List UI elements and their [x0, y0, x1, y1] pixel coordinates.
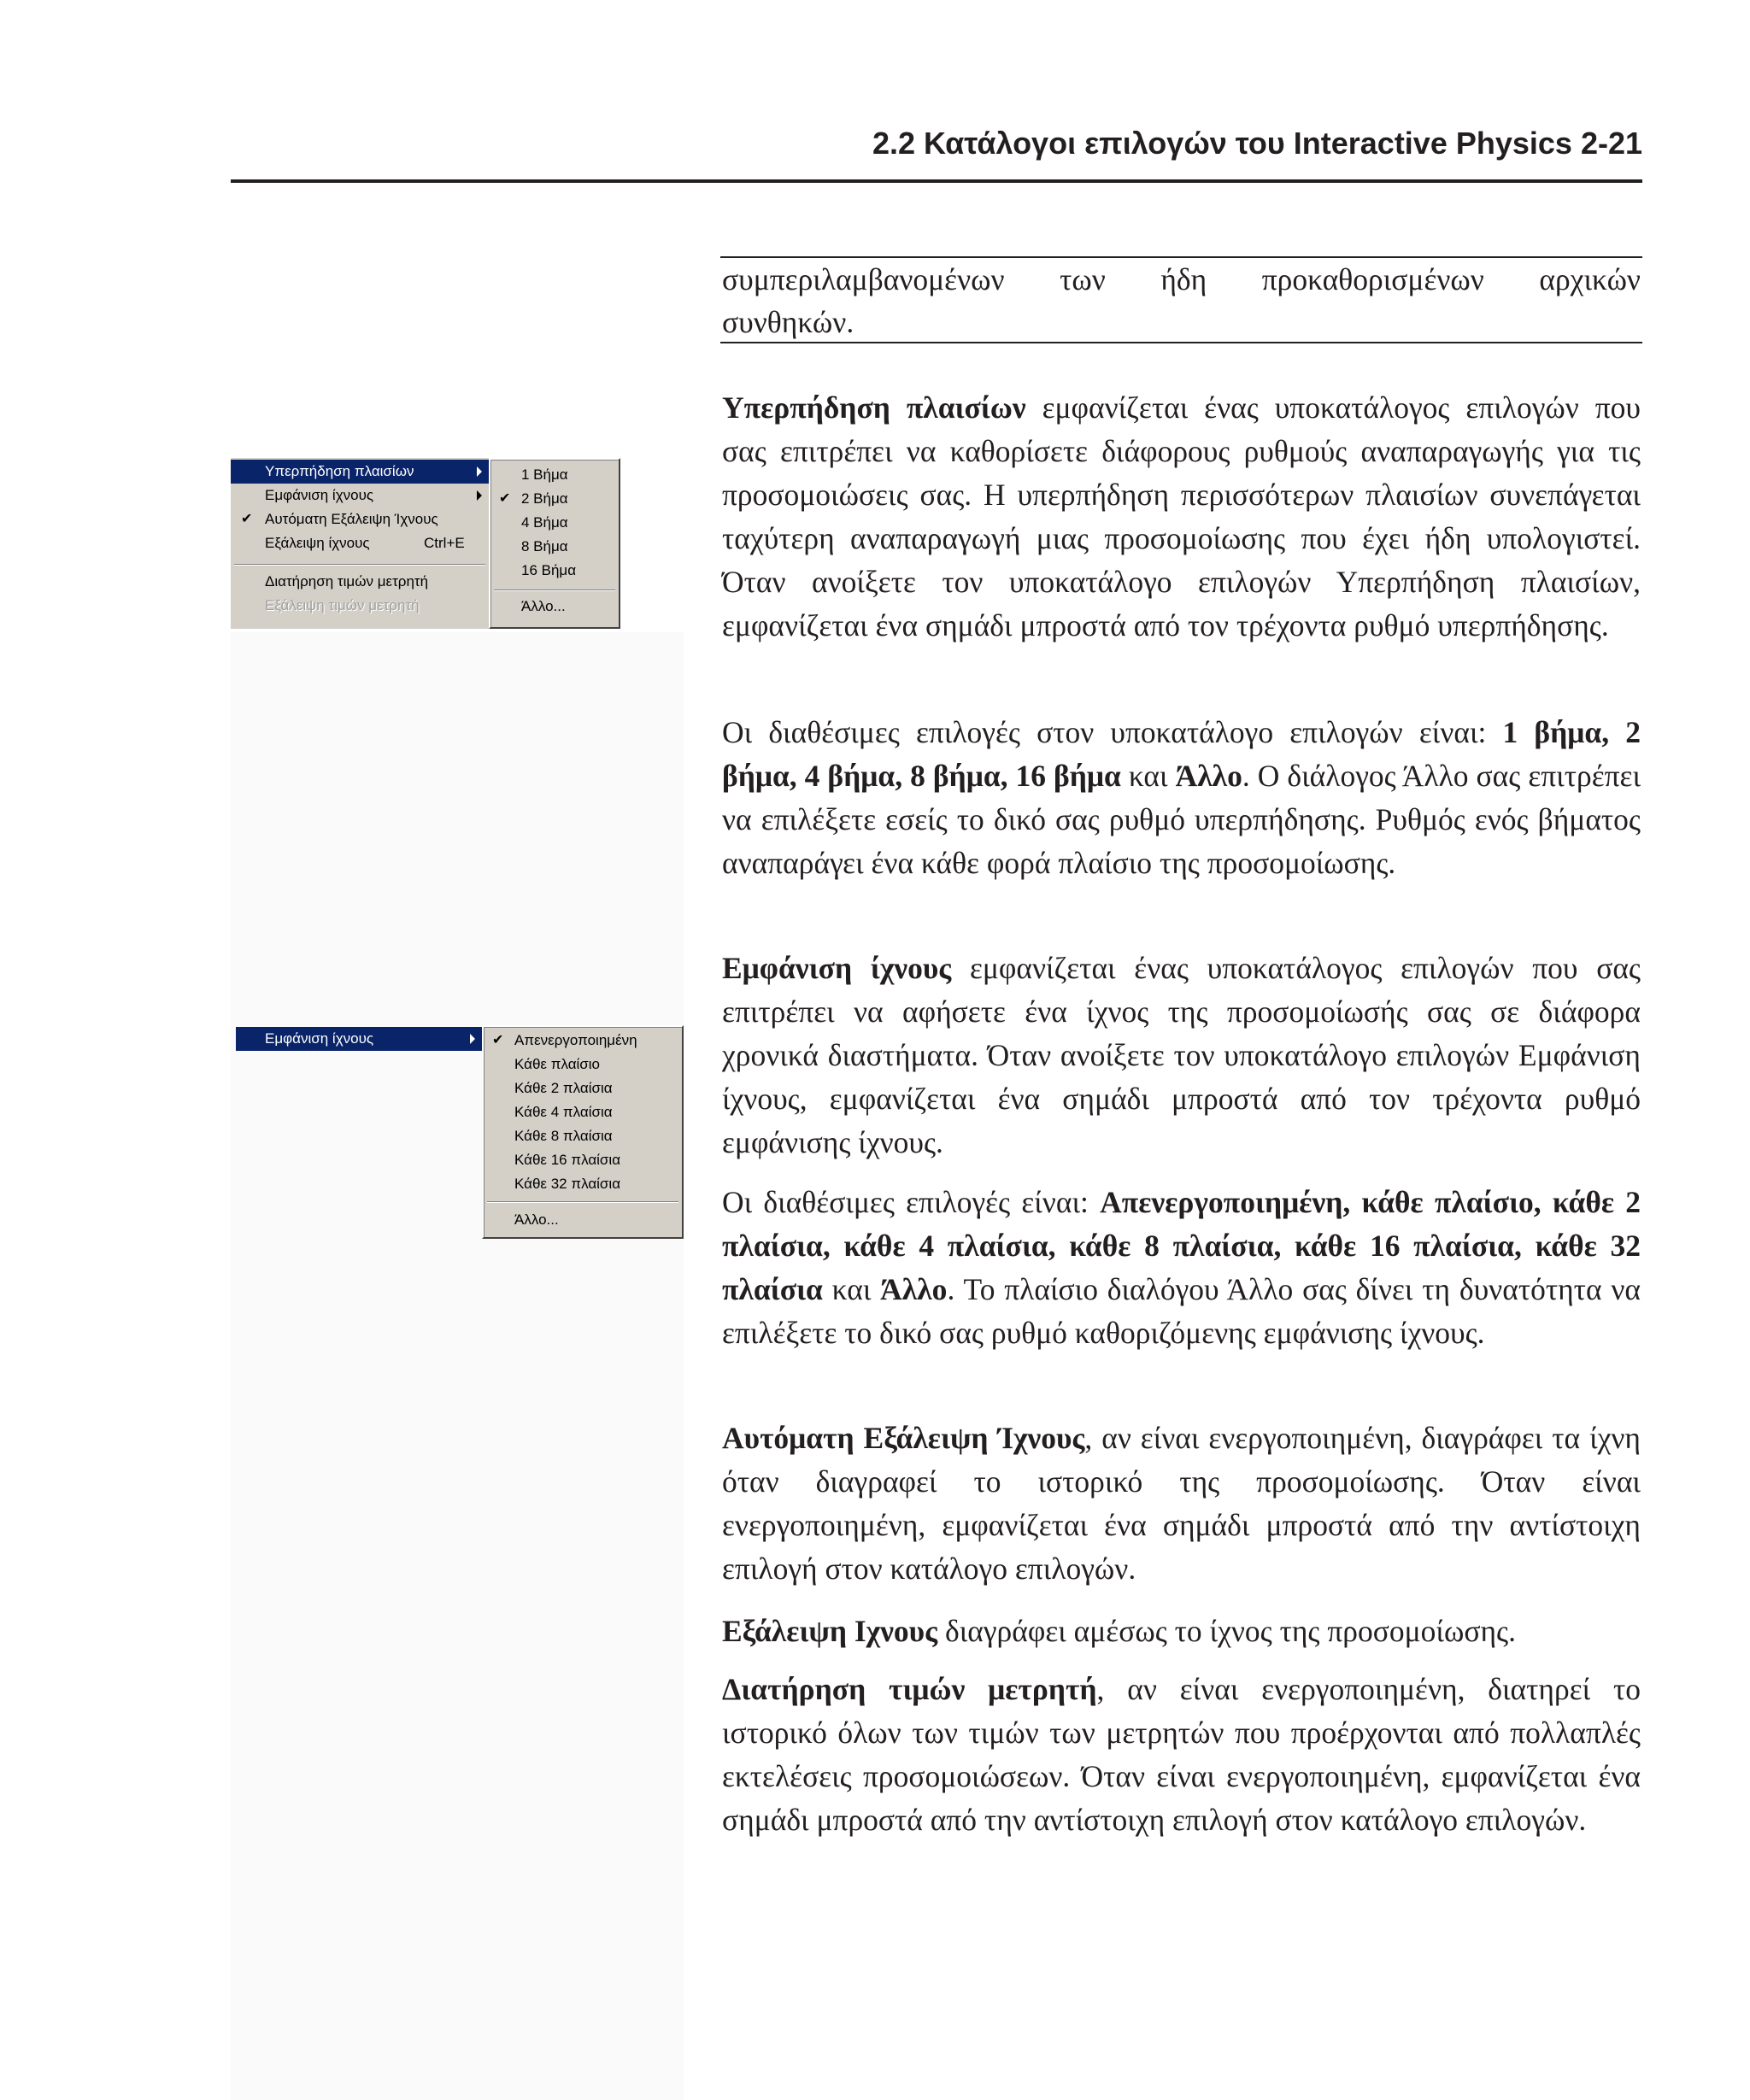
submenu-item-every-32-frames[interactable]	[484, 1172, 682, 1196]
menu-item-label: Εμφάνιση ίχνους	[265, 487, 374, 503]
submenu-item-label: 2 Βήμα	[521, 490, 568, 507]
submenu-item-label: Κάθε 4 πλαίσια	[514, 1104, 613, 1120]
submenu-item-every-2-frames[interactable]	[484, 1076, 682, 1100]
submenu-item-label: 1 Βήμα	[521, 466, 568, 483]
check-icon: ✔	[492, 1033, 504, 1047]
intro-text	[722, 258, 1641, 343]
frame-skip-submenu	[489, 458, 620, 629]
submenu-item-label: Κάθε 16 πλαίσια	[514, 1152, 621, 1168]
paragraph-frame-skip	[722, 386, 1641, 648]
submenu-item-every-4-frames[interactable]	[484, 1100, 682, 1124]
submenu-item-2-step[interactable]	[490, 487, 619, 511]
menu-item-show-trace[interactable]	[236, 1027, 482, 1051]
term-show-trace: Εμφάνιση ίχνους	[722, 951, 952, 985]
options-list: Απενεργοποιημένη, κάθε πλαίσιο, κάθε 2 πλαίσια, κάθε 4 πλαίσια, κάθε 8 πλαίσια, κάθε 16 πλαίσια, κάθε 32 πλαίσια	[722, 1185, 1641, 1306]
submenu-item-label: 8 Βήμα	[521, 538, 568, 554]
submenu-item-other[interactable]	[490, 595, 619, 619]
paragraph-text: Οι διαθέσιμες επιλογές στον υποκατάλογο επιλογών είναι:	[722, 715, 1503, 749]
paragraph-text: εμφανίζεται ένας υποκατάλογος επιλογών που σας επιτρέπει να καθορίσετε διάφορους ρυθμούς αναπαραγωγής για τις προσομοιώσεις σας. Η υπερπήδηση περισσότερων πλαισίων συνεπάγεται ταχύτερη αναπαραγωγή μιας προσομοίωσης που έχει ήδη υπολογιστεί. Όταν ανοίξετε τον υποκατάλογο επιλογών Υπερπήδηση πλαισίων, εμφανίζεται ένα σημάδι μπροστά από τον τρέχοντα ρυθμό υπερπήδησης.	[722, 390, 1641, 642]
paragraph-text: , αν είναι ενεργοποιημένη, διατηρεί το ιστορικό όλων των τιμών των μετρητών που προέρχονται από πολλαπλές εκτελέσεις προσομοιώσεων. Όταν είναι ενεργοποιημένη, εμφανίζεται ένα σημάδι μπροστά από την αντίστοιχη επιλογή στον κατάλογο επιλογών.	[722, 1672, 1641, 1837]
submenu-arrow-icon	[477, 490, 482, 501]
submenu-item-label: 4 Βήμα	[521, 514, 568, 531]
paragraph-keep-meter-values	[722, 1668, 1641, 1842]
header-rule	[231, 179, 1642, 183]
intro-line-1: συμπεριλαμβανομένων των ήδη προκαθορισμένων αρχικών	[722, 262, 1641, 296]
paragraph-auto-erase-trace	[722, 1417, 1641, 1591]
term-keep-meter-values: Διατήρηση τιμών μετρητή	[722, 1672, 1097, 1706]
paragraph-show-trace	[722, 947, 1641, 1164]
menu-separator	[234, 564, 485, 566]
box-bottom-rule	[720, 342, 1642, 343]
term-frame-skip: Υπερπήδηση πλαισίων	[722, 390, 1026, 425]
submenu-item-label: Κάθε 2 πλαίσια	[514, 1080, 613, 1096]
menu-item-erase-trace[interactable]	[231, 531, 489, 555]
menu-separator	[487, 1201, 678, 1203]
menu-item-frame-skip[interactable]	[231, 460, 489, 484]
submenu-item-1-step[interactable]	[490, 463, 619, 487]
paragraph-text: . Ο διάλογος Άλλο σας επιτρέπει να επιλέξετε εσείς το δικό σας ρυθμό υπερπήδησης. Ρυθμός ενός βήματος αναπαράγει ένα κάθε φορά πλαίσιο της προσομοίωσης.	[722, 759, 1641, 880]
submenu-item-label: Απενεργοποιημένη	[514, 1032, 637, 1048]
menu-screenshot-2	[236, 1025, 684, 1239]
submenu-item-label: Κάθε 8 πλαίσια	[514, 1128, 613, 1144]
menu-item-label: Εξάλειψη τιμών μετρητή	[265, 597, 420, 613]
paragraph-text: και	[1120, 759, 1176, 793]
check-icon: ✔	[499, 491, 511, 506]
submenu-item-8-step[interactable]	[490, 535, 619, 559]
menu-item-auto-erase-trace[interactable]	[231, 507, 489, 531]
submenu-item-every-frame[interactable]	[484, 1053, 682, 1076]
term-erase-trace: Εξάλειψη Ιχνους	[722, 1614, 938, 1648]
options-list: 1 βήμα, 2 βήμα, 4 βήμα, 8 βήμα, 16 βήμα	[722, 715, 1641, 793]
main-menu	[231, 458, 489, 629]
submenu-arrow-icon	[477, 466, 482, 477]
shortcut-label: Ctrl+E	[424, 535, 465, 551]
submenu-item-label: 16 Βήμα	[521, 562, 577, 578]
paragraph-erase-trace	[722, 1610, 1641, 1653]
submenu-item-label: Άλλο...	[521, 598, 566, 614]
paragraph-text: . Το πλαίσιο διαλόγου Άλλο σας δίνει τη δυνατότητα να επιλέξετε το δικό σας ρυθμό καθοριζόμενης εμφάνισης ίχνους.	[722, 1272, 1641, 1350]
menu-item-label: Εμφάνιση ίχνους	[265, 1030, 374, 1047]
menu-item-show-trace[interactable]	[231, 484, 489, 507]
submenu-item-every-16-frames[interactable]	[484, 1148, 682, 1172]
menu-item-label: Αυτόματη Εξάλειψη Ίχνους	[265, 511, 438, 527]
submenu-item-label: Κάθε πλαίσιο	[514, 1056, 601, 1072]
menu-item-label: Υπερπήδηση πλαισίων	[265, 463, 414, 479]
term-other: Άλλο	[880, 1272, 948, 1306]
show-trace-submenu	[482, 1025, 684, 1239]
menu-item-label: Εξάλειψη ίχνους	[265, 535, 370, 551]
submenu-item-4-step[interactable]	[490, 511, 619, 535]
submenu-item-16-step[interactable]	[490, 559, 619, 583]
running-header: 2.2 Κατάλογοι επιλογών του Interactive Physics 2-21	[872, 126, 1642, 161]
submenu-arrow-icon	[470, 1034, 475, 1044]
check-icon: ✔	[241, 512, 253, 526]
paragraph-text: εμφανίζεται ένας υποκατάλογος επιλογών που σας επιτρέπει να αφήσετε ένα ίχνος της προσομοίωσής σας σε διάφορα χρονικά διαστήματα. Όταν ανοίξετε τον υποκατάλογο επιλογών Εμφάνιση ίχνους, εμφανίζεται ένα σημάδι μπροστά από τον τρέχοντα ρυθμό εμφάνισης ίχνους.	[722, 951, 1641, 1159]
paragraph-text: και	[822, 1272, 881, 1306]
margin-shade	[231, 632, 684, 2100]
menu-item-label: Διατήρηση τιμών μετρητή	[265, 573, 429, 590]
paragraph-text: διαγράφει αμέσως το ίχνος της προσομοίωσης.	[937, 1614, 1516, 1648]
submenu-item-label: Άλλο...	[514, 1211, 559, 1228]
submenu-item-label: Κάθε 32 πλαίσια	[514, 1176, 621, 1192]
menu-item-keep-meter-values[interactable]	[231, 570, 489, 594]
submenu-item-other[interactable]	[484, 1208, 682, 1232]
paragraph-frame-skip-options	[722, 711, 1641, 885]
menu-separator	[494, 590, 615, 591]
submenu-item-disabled[interactable]	[484, 1029, 682, 1053]
term-auto-erase-trace: Αυτόματη Εξάλειψη Ίχνους	[722, 1421, 1085, 1455]
menu-screenshot-1	[231, 458, 620, 629]
term-other: Άλλο	[1175, 759, 1242, 793]
paragraph-text: Οι διαθέσιμες επιλογές είναι:	[722, 1185, 1101, 1219]
intro-line-2: συνθηκών.	[722, 305, 854, 339]
submenu-item-every-8-frames[interactable]	[484, 1124, 682, 1148]
menu-item-erase-meter-values	[231, 594, 489, 618]
paragraph-text: , αν είναι ενεργοποιημένη, διαγράφει τα ίχνη όταν διαγραφεί το ιστορικό της προσομοίωσης. Όταν είναι ενεργοποιημένη, εμφανίζεται ένα σημάδι μπροστά από την αντίστοιχη επιλογή στον κατάλογο επιλογών.	[722, 1421, 1641, 1586]
paragraph-show-trace-options	[722, 1181, 1641, 1355]
